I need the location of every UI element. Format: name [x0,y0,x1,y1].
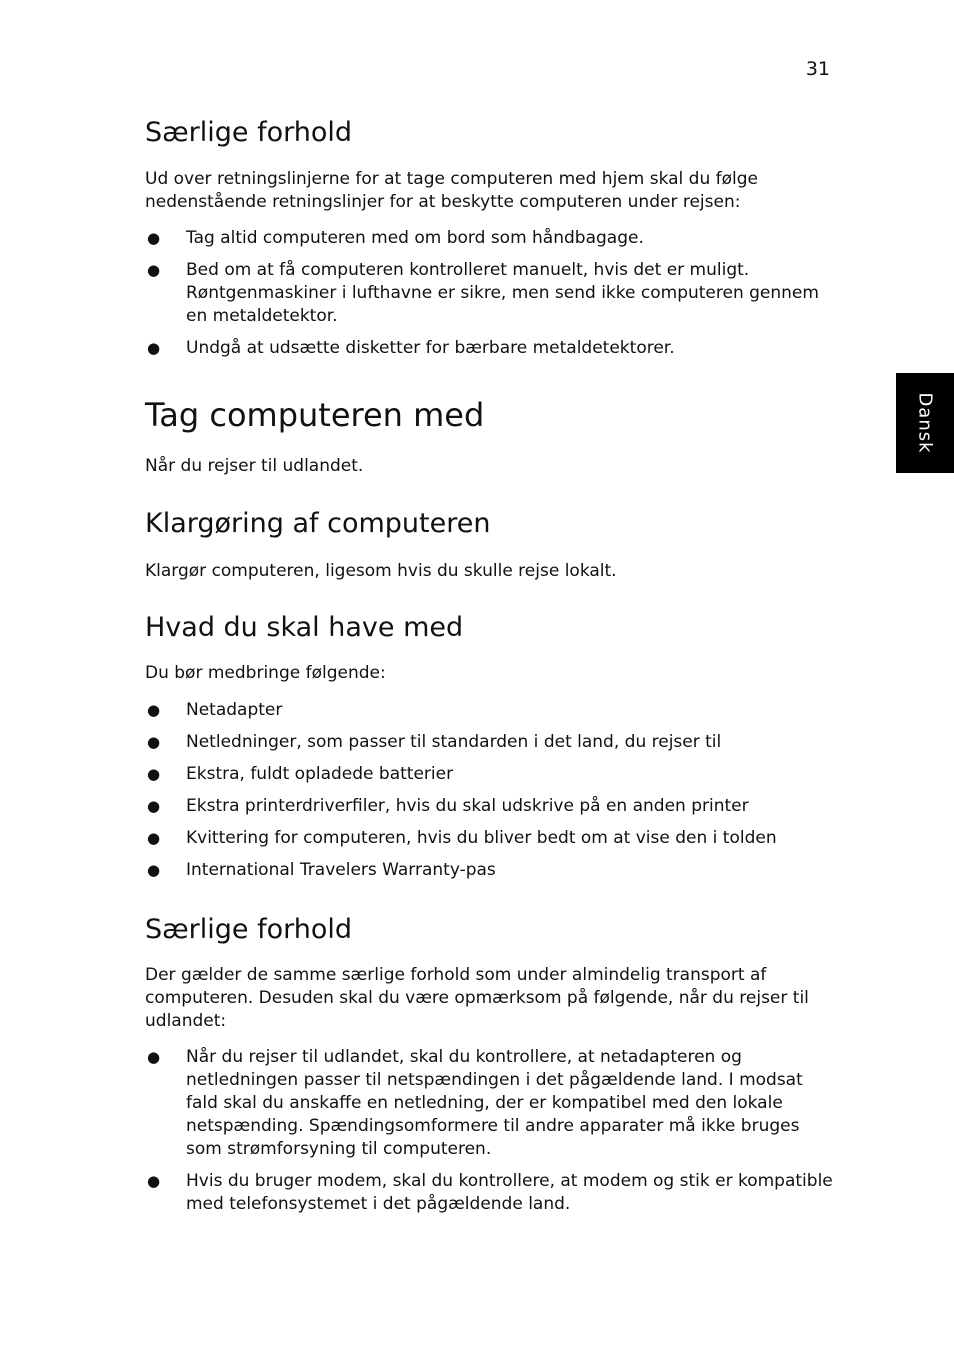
section-heading: Klargøring af computeren [145,508,491,539]
list-item [145,1170,835,1216]
bullet-list [145,1046,835,1225]
bullet-icon: ● [147,1172,161,1190]
bullet-icon: ● [147,339,161,357]
list-item [145,1046,835,1161]
list-item [145,259,835,328]
bullet-list [145,227,835,369]
list-item-text: Ekstra printerdriverfiler, hvis du skal udskrive på en anden printer [186,796,749,816]
bullet-icon: ● [147,229,161,247]
list-item [145,763,835,786]
section-intro-wrapper [145,168,835,214]
list-item [145,859,835,882]
section-text: Klargør computeren, ligesom hvis du skulle rejse lokalt. [145,561,617,581]
section-what-to-bring [145,611,835,645]
section-intro-wrapper [145,455,835,478]
section-special-conditions-2 [145,913,835,947]
page-number: 31 [805,58,830,80]
bullet-icon: ● [147,261,161,279]
section-intro: Når du rejser til udlandet. [145,456,364,476]
list-item [145,827,835,850]
bullet-icon: ● [147,1048,161,1066]
bullet-icon: ● [147,797,161,815]
language-tab-label: Dansk [914,392,936,454]
list-item-text: Når du rejser til udlandet, skal du kontrollere, at netadapteren og netledningen passer til netspændingen i det pågældende land. I modsat fald skal du anskaffe en netledning, der er kompatibel med den lokale netspænding. Spændingsomformere til andre apparater må ikke bruges som strømforsyning til computeren. [186,1047,803,1159]
section-heading: Særlige forhold [145,117,353,148]
list-item-text: Kvittering for computeren, hvis du bliver bedt om at vise den i tolden [186,828,777,848]
section-take-computer [145,395,835,435]
bullet-icon: ● [147,829,161,847]
section-special-conditions-1 [145,116,835,150]
bullet-icon: ● [147,733,161,751]
section-heading: Hvad du skal have med [145,612,464,643]
bullet-icon: ● [147,765,161,783]
section-text-wrapper [145,560,835,583]
section-intro-wrapper [145,662,835,685]
list-item-text: Ekstra, fuldt opladede batterier [186,764,454,784]
list-item-text: Tag altid computeren med om bord som håndbagage. [186,228,644,248]
list-item-text: Netledninger, som passer til standarden i det land, du rejser til [186,732,722,752]
section-intro: Der gælder de samme særlige forhold som under almindelig transport af computeren. Desuden skal du være opmærksom på følgende, når du rejser til udlandet: [145,965,809,1031]
bullet-list [145,699,835,891]
bullet-icon: ● [147,701,161,719]
list-item [145,731,835,754]
section-intro: Du bør medbringe følgende: [145,663,386,683]
section-intro: Ud over retningslinjerne for at tage computeren med hjem skal du følge nedenstående retningslinjer for at beskytte computeren under rejsen: [145,169,759,212]
list-item [145,699,835,722]
chapter-heading: Tag computeren med [145,396,485,434]
list-item [145,795,835,818]
list-item-text: Netadapter [186,700,283,720]
list-item [145,227,835,250]
list-item-text: Hvis du bruger modem, skal du kontrollere, at modem og stik er kompatible med telefonsystemet i det pågældende land. [186,1171,833,1214]
list-item-text: Bed om at få computeren kontrolleret manuelt, hvis det er muligt. Røntgenmaskiner i lufthavne er sikre, men send ikke computeren gennem en metaldetektor. [186,260,819,326]
section-heading: Særlige forhold [145,914,353,945]
list-item-text: International Travelers Warranty-pas [186,860,496,880]
language-tab [896,373,954,473]
bullet-icon: ● [147,861,161,879]
section-prepare-computer [145,507,835,541]
list-item [145,337,835,360]
section-intro-wrapper [145,964,835,1033]
list-item-text: Undgå at udsætte disketter for bærbare metaldetektorer. [186,338,675,358]
